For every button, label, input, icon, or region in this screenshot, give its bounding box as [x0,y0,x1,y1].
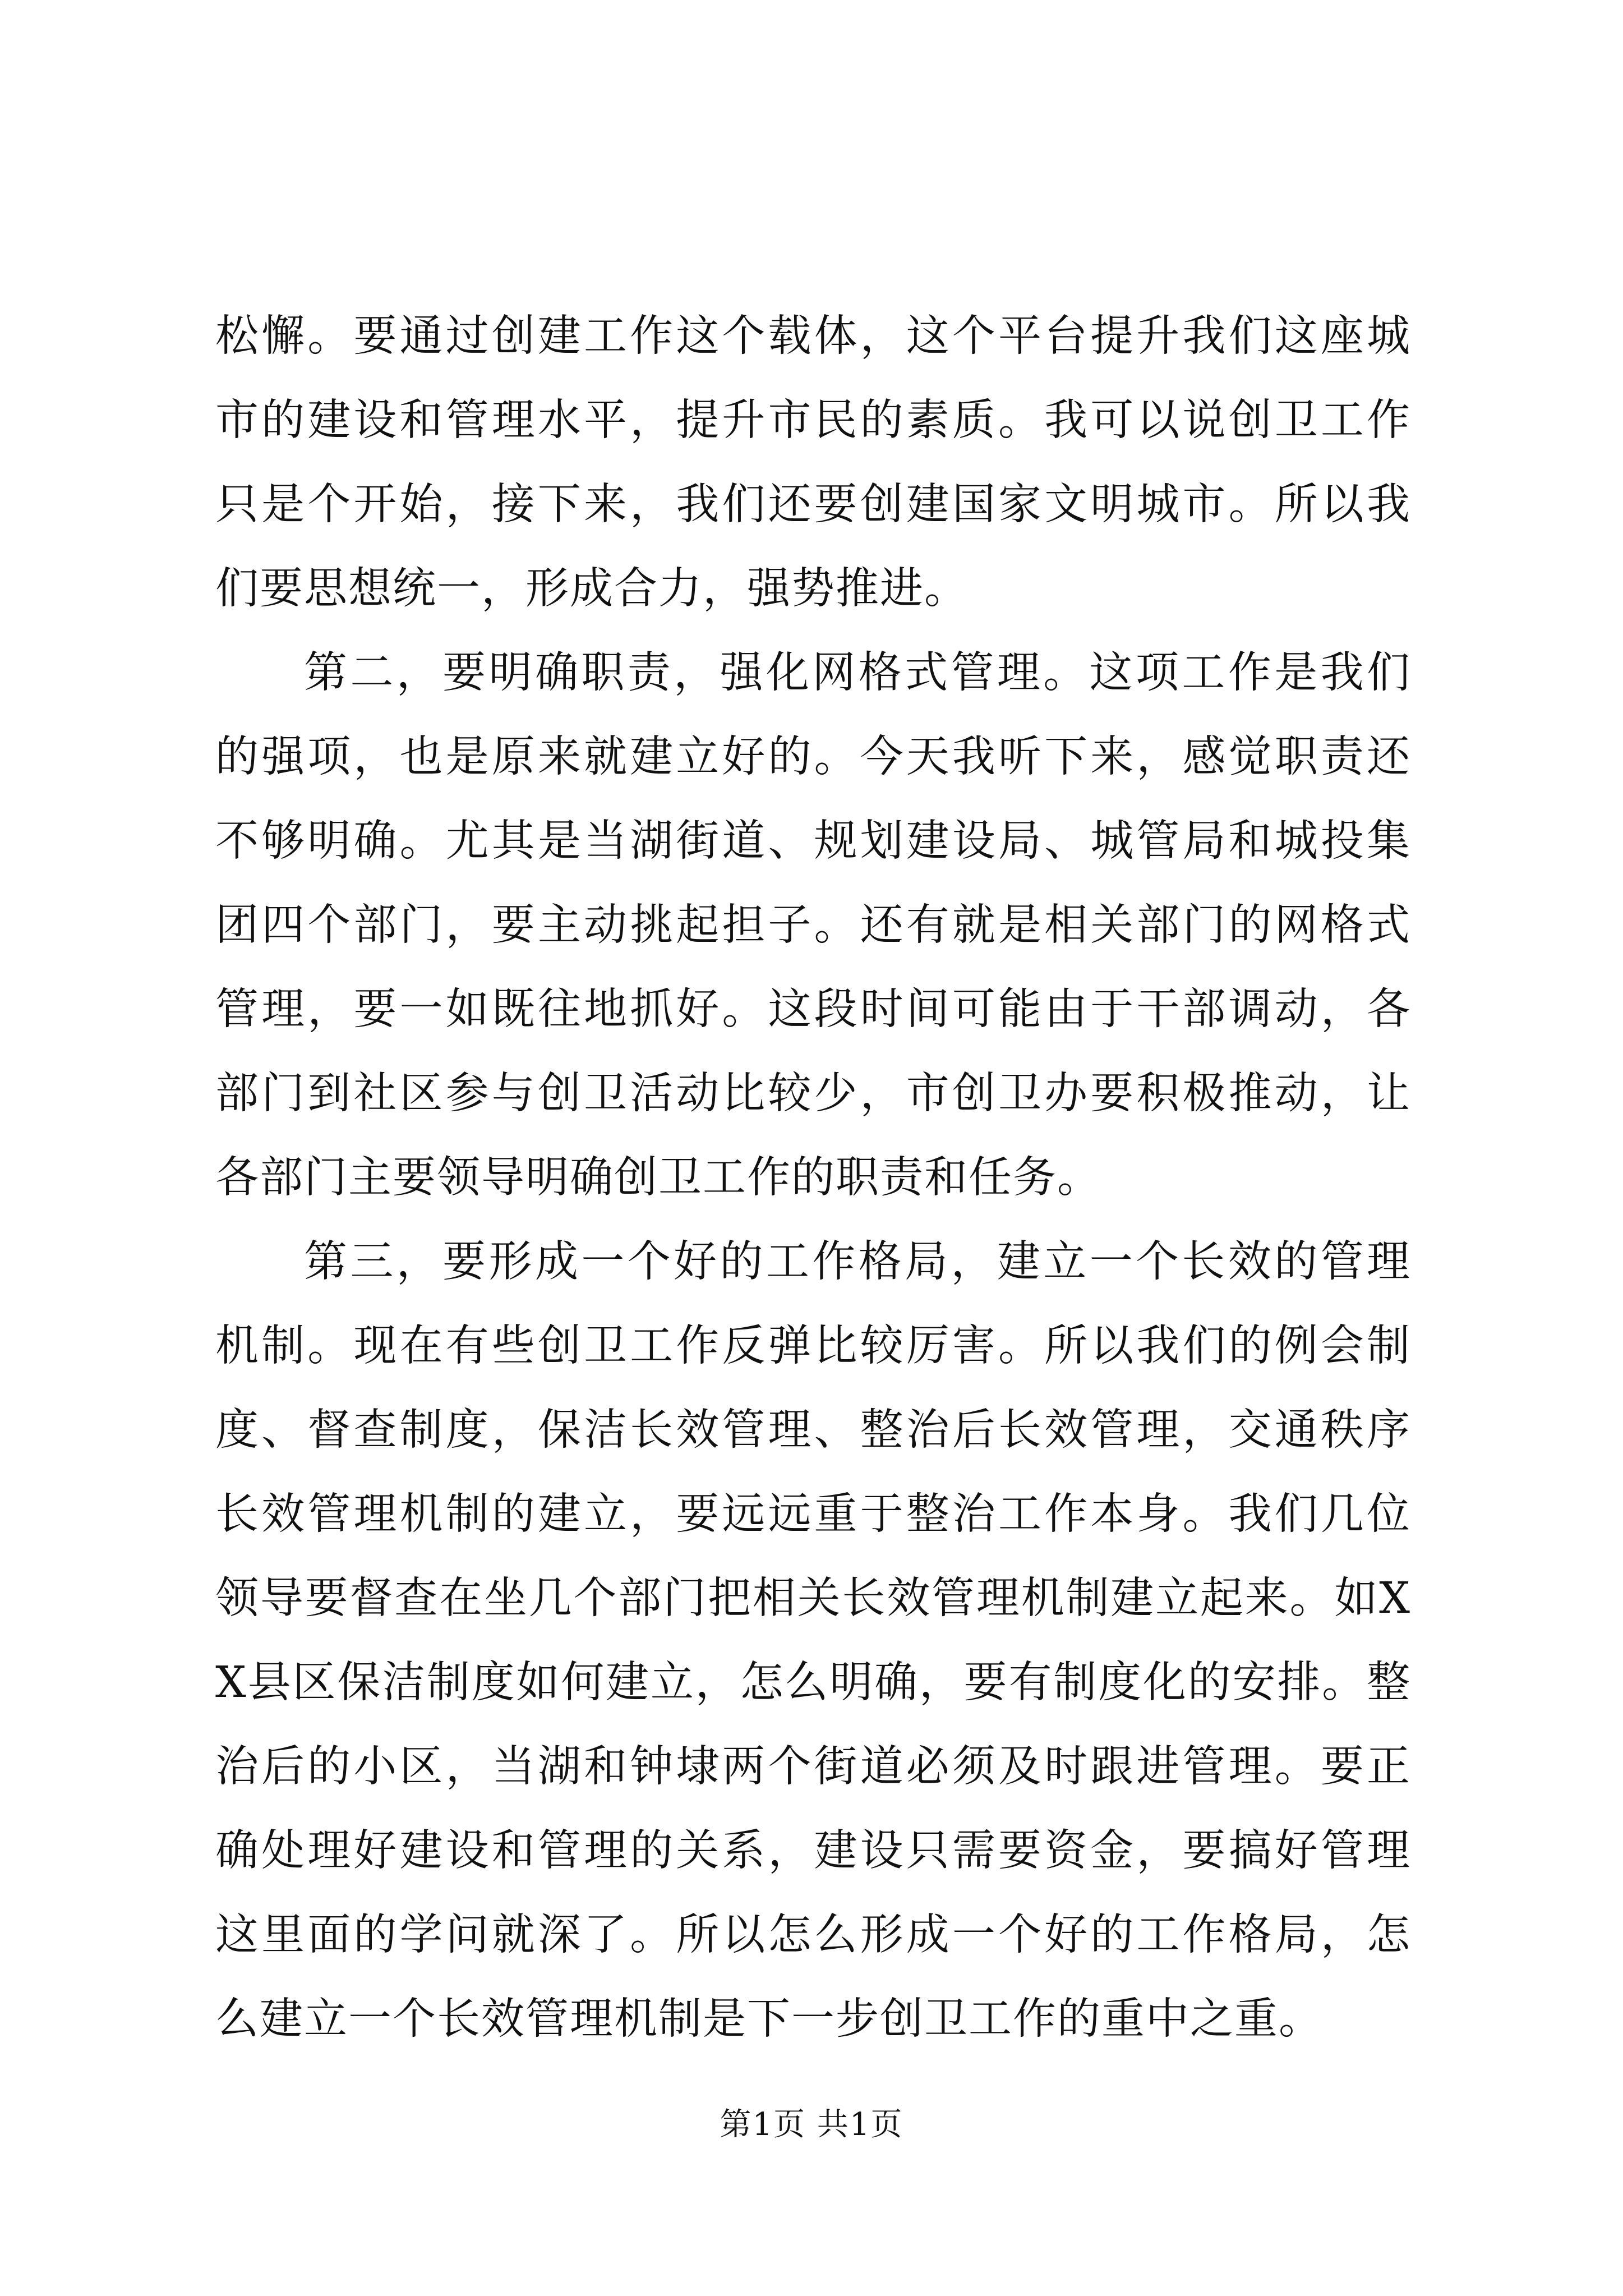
paragraph-3: 第三，要形成一个好的工作格局，建立一个长效的管理机制。现在有些创卫工作反弹比较厉害。所以我们的例会制度、督查制度，保洁长效管理、整治后长效管理，交通秩序长效管理机制的建立，要远远重于整治工作本身。我们几位领导要督查在坐几个部门把相关长效管理机制建立起来。如XX县区保洁制度如何建立，怎么明确，要有制度化的安排。整治后的小区，当湖和钟埭两个街道必须及时跟进管理。要正确处理好建设和管理的关系，建设只需要资金，要搞好管理这里面的学问就深了。所以怎么形成一个好的工作格局，怎么建立一个长效管理机制是下一步创卫工作的重中之重。 [215,1237,1411,2044]
paragraph-2: 第二，要明确职责，强化网格式管理。这项工作是我们的强项，也是原来就建立好的。今天我听下来，感觉职责还不够明确。尤其是当湖街道、规划建设局、城管局和城投集团四个部门，要主动挑起担子。还有就是相关部门的网格式管理，要一如既往地抓好。这段时间可能由于干部调动，各部门到社区参与创卫活动比较少，市创卫办要积极推动，让各部门主要领导明确创卫工作的职责和任务。 [215,648,1411,1203]
paragraph-1: 松懈。要通过创建工作这个载体，这个平台提升我们这座城市的建设和管理水平，提升市民的素质。我可以说创卫工作只是个开始，接下来，我们还要创建国家文明城市。所以我们要思想统一，形成合力，强势推进。 [215,311,1411,614]
document-body [215,295,1411,2062]
page-footer: 第1页 共1页 [720,2106,903,2143]
